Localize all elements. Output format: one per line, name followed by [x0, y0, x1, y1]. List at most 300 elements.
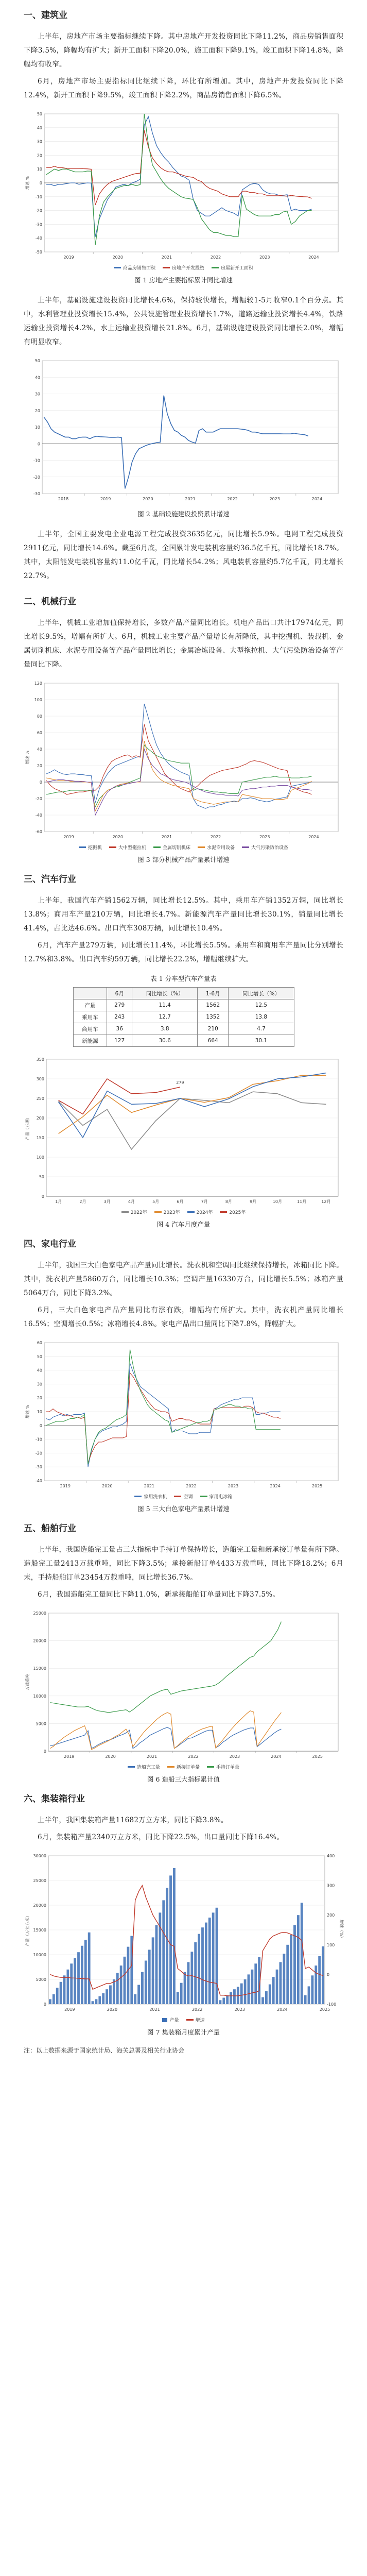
table-cell: 1352 — [198, 1011, 229, 1023]
x-tick-label: 2020 — [105, 1754, 116, 1759]
x-tick-label: 2020 — [112, 255, 123, 260]
y-tick-label: 40 — [37, 747, 42, 752]
y-tick-label: 120 — [34, 681, 42, 686]
legend-label: 增速 — [195, 2018, 205, 2023]
y-tick-label: -20 — [35, 796, 42, 801]
bar — [152, 1937, 154, 2004]
y-tick-label: 10 — [37, 1410, 42, 1414]
y-tick-label: 10000 — [33, 1693, 46, 1699]
y2-tick-label: 100 — [327, 1942, 335, 1947]
y-tick-label: 250 — [36, 1096, 44, 1101]
table-cell: 30.1 — [229, 1035, 294, 1047]
x-tick-label: 10月 — [272, 1199, 282, 1204]
y-tick-label: 5000 — [36, 1721, 46, 1726]
legend-item — [167, 1764, 200, 1770]
table-cell: 664 — [198, 1035, 229, 1047]
x-tick-label: 3月 — [103, 1199, 111, 1204]
legend-item — [242, 844, 288, 851]
series-line — [46, 116, 312, 236]
x-tick-label: 2022 — [210, 255, 221, 260]
legend-label: 2023年 — [163, 1210, 180, 1215]
table-cell: 30.6 — [132, 1035, 198, 1047]
bar — [286, 1945, 289, 2004]
table-cell: 13.8 — [229, 1011, 294, 1023]
y-tick-label: -30 — [35, 1465, 42, 1470]
table-cell: 11.4 — [132, 999, 198, 1011]
chart-legend — [24, 264, 343, 271]
figure-3 — [24, 678, 343, 864]
legend-swatch — [167, 1766, 174, 1768]
chart-fig7 — [24, 1851, 343, 2015]
x-tick-label: 9月 — [250, 1199, 257, 1204]
series-line — [44, 396, 308, 489]
series-line — [50, 1622, 281, 1713]
y-tick-label: 300 — [36, 1077, 44, 1081]
y-tick-label: 30000 — [33, 1854, 46, 1858]
bar — [187, 1962, 190, 2004]
bar — [169, 1875, 172, 2004]
legend-item — [186, 2016, 205, 2023]
bar — [60, 1982, 62, 2004]
bar — [279, 1962, 282, 2004]
y-tick-label: -10 — [33, 458, 40, 463]
bar — [124, 1957, 126, 2004]
bar — [293, 1925, 296, 2004]
y-tick-label: 25000 — [33, 1611, 46, 1616]
y-tick-label: 10000 — [33, 1953, 46, 1957]
legend-swatch — [207, 1766, 214, 1768]
bar — [318, 1956, 321, 2004]
table-cell: 210 — [198, 1023, 229, 1035]
legend-swatch — [198, 846, 205, 848]
table-cell: 12.7 — [132, 1011, 198, 1023]
legend-swatch — [79, 846, 86, 848]
y-axis-label: 产量（万立方米） — [25, 1913, 30, 1946]
figure-caption: 图 7 集装箱月度累计产量 — [147, 2028, 220, 2036]
y-tick-label: 50 — [39, 1175, 44, 1179]
legend-swatch — [220, 1211, 227, 1213]
bar — [92, 2001, 94, 2004]
x-tick-label: 2023 — [229, 1754, 240, 1759]
table-cell: 1562 — [198, 999, 229, 1011]
y-tick-label: -10 — [35, 194, 42, 199]
y-tick-label: 100 — [36, 1155, 44, 1160]
table-cell: 127 — [107, 1035, 132, 1047]
series-line — [46, 745, 312, 807]
chart-container — [24, 109, 343, 271]
legend-swatch — [121, 1211, 129, 1213]
chart-legend — [24, 2016, 343, 2023]
bar — [230, 1992, 232, 2004]
y-tick-label: 30 — [37, 139, 42, 144]
chart-fig1 — [24, 109, 343, 263]
x-tick-label: 2020 — [143, 497, 153, 501]
y-tick-label: -10 — [35, 1437, 42, 1442]
bar — [109, 1986, 112, 2004]
legend-item — [79, 844, 102, 851]
bar — [272, 1977, 275, 2004]
plot-frame — [46, 1059, 338, 1196]
bar — [301, 1903, 303, 2004]
bar — [240, 1984, 243, 2004]
bar — [226, 1995, 229, 2004]
chart-legend — [24, 1209, 343, 1215]
bar — [276, 1970, 278, 2004]
chart-container — [24, 1851, 343, 2023]
bar — [53, 1994, 55, 2004]
legend-item — [121, 1209, 147, 1215]
section-title-machinery: 二、机械行业 — [24, 597, 76, 607]
y-tick-label: 20 — [34, 408, 40, 413]
bar — [233, 1989, 236, 2004]
legend-item — [200, 1493, 233, 1500]
bar — [155, 1925, 158, 2004]
chart-legend — [24, 844, 343, 851]
legend-item — [187, 1209, 213, 1215]
y-tick-label: 20 — [37, 153, 42, 158]
y2-axis-label: 增速（%） — [339, 1920, 344, 1940]
legend-item — [109, 844, 146, 851]
legend-label: 2022年 — [130, 1210, 147, 1215]
x-tick-label: 5月 — [152, 1199, 160, 1204]
legend-swatch — [154, 1211, 162, 1213]
table-cell: 12.5 — [229, 999, 294, 1011]
table-row — [73, 1023, 294, 1035]
y-tick-label: 50 — [37, 112, 42, 116]
bar — [102, 1993, 104, 2004]
y-tick-label: -40 — [35, 813, 42, 818]
figure-caption: 图 4 汽车月度产量 — [156, 1221, 211, 1228]
y-axis-label: 增速 % — [25, 750, 30, 765]
paragraph: 上半年，全国主要发电企业电源工程完成投资3635亿元，同比增长5.9%。电网工程完成投资2911亿元，同比增长14.6%。截至6月底，全国累计发电装机容量约36.5亿千瓦，同比增长18.7%。其中，太阳能发电装机容量约11.0亿千瓦，同比增长54.2%；风电装机容量约5.7亿千瓦，同比增长22.7%。 — [24, 530, 343, 580]
x-tick-label: 4月 — [128, 1199, 135, 1204]
legend-label: 家用电冰箱 — [209, 1495, 233, 1500]
paragraph: 上半年，房地产市场主要指标继续下降。其中房地产开发投资同比下降11.2%，商品房销售面积下降3.5%，降幅均有扩大；新开工面积下降20.0%，施工面积下降9.1%，竣工面积下降14.8%，降幅均有收窄。 — [24, 32, 343, 69]
paragraph: 上半年，我国造船完工量占三大指标中手持订单保持增长，造船完工量和新承接订单量有所下降。造船完工量2413万载重吨，同比下降3.5%；承接新船订单4433万载重吨，同比下降18.2%；6月末，手持船舶订单23454万载重吨，同比增长36.7%。 — [24, 1546, 343, 1582]
bar — [84, 1940, 87, 2004]
series-line — [59, 1079, 180, 1114]
y-tick-label: -30 — [33, 492, 40, 496]
x-tick-label: 2024 — [308, 255, 319, 260]
x-tick-label: 2018 — [58, 497, 69, 501]
bar — [177, 1992, 179, 2004]
paragraph: 6月，汽车产量279万辆，同比增长11.4%，环比增长5.5%。乘用车和商用车产量同比分别增长12.7%和3.8%。出口汽车约59万辆，同比增长22.2%，增幅继续扩大。 — [24, 941, 343, 963]
figure-2 — [24, 355, 343, 518]
legend-swatch — [242, 846, 249, 848]
series-line — [59, 1073, 326, 1138]
bar — [283, 1954, 285, 2004]
y-tick-label: 10 — [37, 167, 42, 172]
bar — [216, 1908, 218, 2004]
y-tick-label: 20000 — [33, 1903, 46, 1908]
x-tick-label: 2024 — [308, 835, 319, 839]
table-cell: 279 — [107, 999, 132, 1011]
table-cell: 243 — [107, 1011, 132, 1023]
y-tick-label: 100 — [34, 698, 42, 702]
y-axis-label: 增速 % — [25, 1404, 30, 1419]
series-line — [50, 1711, 281, 1750]
legend-label: 房地产开发投资 — [171, 266, 204, 271]
bar — [127, 1947, 129, 2004]
figure-caption: 图 1 房地产主要指标累计同比增速 — [134, 276, 233, 284]
paragraph: 6月，三大白色家电产品产量同比有涨有跌，增幅均有所扩大。其中，洗衣机产量同比增长16.5%；空调增长0.5%；冰箱增长4.8%。家电产品出口量同比下降7.8%，降幅扩大。 — [24, 1306, 343, 1328]
figure-caption: 图 2 基础设施建设投资累计增速 — [137, 510, 230, 518]
x-tick-label: 1月 — [55, 1199, 62, 1204]
table-header-cell: 同比增长（%） — [132, 988, 198, 999]
vehicle-production-table — [73, 987, 294, 1047]
x-tick-label: 12月 — [321, 1199, 331, 1204]
legend-swatch — [134, 1496, 142, 1497]
x-tick-label: 7月 — [201, 1199, 208, 1204]
legend-item — [212, 264, 253, 271]
y-tick-label: 15000 — [33, 1928, 46, 1933]
legend-swatch — [187, 1211, 195, 1213]
bar — [205, 1923, 207, 2004]
legend-swatch — [163, 267, 170, 268]
figure-caption: 图 6 造船三大指标累计值 — [147, 1775, 220, 1783]
bar — [248, 1974, 250, 2004]
legend-swatch — [162, 2018, 167, 2022]
legend-swatch — [212, 267, 219, 268]
bar — [106, 1989, 108, 2004]
legend-swatch — [128, 1766, 135, 1768]
y-tick-label: 0 — [39, 780, 42, 785]
legend-label: 空调 — [183, 1495, 193, 1500]
bar — [184, 1972, 186, 2004]
x-tick-label: 2022 — [186, 1484, 197, 1488]
y2-tick-label: -100 — [327, 2002, 337, 2007]
x-tick-label: 2024 — [277, 2007, 288, 2012]
x-tick-label: 2025 — [312, 1484, 323, 1488]
x-tick-label: 2023 — [269, 497, 280, 501]
bar — [141, 1972, 144, 2004]
x-tick-label: 2024 — [270, 1484, 281, 1488]
bar — [137, 1985, 140, 2004]
paragraph: 6月，我国造船完工量同比下降11.0%，新承接船舶订单量同比下降37.5%。 — [38, 1590, 280, 1599]
x-tick-label: 2023 — [228, 1484, 239, 1488]
x-tick-label: 2020 — [107, 2007, 118, 2012]
paragraph: 上半年，我国三大白色家电产品产量同比增长。洗衣机和空调同比继续保持增长，冰箱同比下降。其中，洗衣机产量5860万台，同比增长10.3%；空调产量16330万台，同比增长5.5%；冰箱产量5064万台，同比下降3.2%。 — [24, 1261, 343, 1297]
paragraph: 上半年，我国汽车产销1562万辆，同比增长12.5%。其中，乘用车产销1352万辆，同比增长13.8%；商用车产量210万辆，同比增长4.7%。新能源汽车产量同比增长30.1%，销量同比增长41.4%，占比达46.6%。出口汽车308万辆，同比增长10.4%。 — [24, 896, 343, 933]
x-tick-label: 2月 — [79, 1199, 86, 1204]
legend-label: 大中型拖拉机 — [118, 845, 146, 851]
x-tick-label: 2022 — [188, 1754, 199, 1759]
series-line — [46, 114, 312, 245]
x-tick-label: 2025 — [312, 1754, 323, 1759]
chart-fig2 — [24, 355, 343, 505]
legend-label: 新接订单量 — [176, 1765, 200, 1770]
bar — [251, 1970, 253, 2004]
y-tick-label: 40 — [37, 125, 42, 130]
x-tick-label: 2023 — [259, 835, 270, 839]
section-container — [24, 1793, 343, 2037]
paragraph: 上半年，基础设施建设投资同比增长4.6%，保持较快增长，增幅较1-5月收窄0.1个百分点。其中，水利管理业投资增长15.4%，公共设施管理业投资增长1.7%，道路运输业投资增长4.4%，铁路运输业投资增长4.2%，水上运输业投资增长21.8%。6月，基础设施建设投资同比增长2.0%，增幅有明显收窄。 — [24, 296, 343, 346]
y2-tick-label: 400 — [327, 1854, 335, 1858]
y2-tick-label: 300 — [327, 1883, 335, 1888]
table-header-cell: 1-6月 — [198, 988, 229, 999]
bar — [261, 1997, 264, 2004]
section-appliance — [24, 1238, 343, 1513]
legend-item — [154, 1209, 180, 1215]
legend-label: 2024年 — [196, 1210, 213, 1215]
y-tick-label: 20 — [37, 764, 42, 768]
x-tick-label: 2021 — [144, 1484, 155, 1488]
y-tick-label: 50 — [37, 1354, 42, 1359]
bar — [290, 1935, 292, 2004]
bar — [134, 1994, 136, 2004]
legend-label: 房屋新开工面积 — [221, 266, 254, 271]
y-tick-label: 0 — [39, 1423, 42, 1428]
bar — [201, 1927, 204, 2004]
section-title-auto: 三、汽车行业 — [24, 874, 76, 885]
bar — [173, 1868, 176, 2004]
legend-swatch — [186, 2019, 194, 2021]
bar — [162, 1900, 165, 2004]
y-tick-label: -20 — [35, 1451, 42, 1456]
table-cell: 36 — [107, 1023, 132, 1035]
plot-frame — [48, 1613, 338, 1751]
y-tick-label: 30 — [37, 1382, 42, 1387]
bar — [304, 1995, 307, 2004]
bar — [113, 1979, 115, 2004]
y-axis-label: 产量（万辆） — [25, 1115, 30, 1140]
y-tick-label: 150 — [36, 1136, 44, 1140]
y-tick-label: 50 — [34, 359, 40, 363]
legend-swatch — [174, 1496, 181, 1497]
legend-swatch — [114, 267, 121, 268]
y-tick-label: 200 — [36, 1116, 44, 1121]
legend-label: 2025年 — [229, 1210, 246, 1215]
series-line — [50, 1727, 281, 1749]
table-header-row — [73, 988, 294, 999]
bar — [120, 1965, 123, 2004]
series-line — [46, 1363, 280, 1467]
bar — [116, 1973, 119, 2004]
y-tick-label: -30 — [35, 222, 42, 227]
legend-swatch — [109, 846, 116, 848]
x-tick-label: 2021 — [185, 497, 196, 501]
bar — [56, 1988, 59, 2004]
bar — [222, 1998, 225, 2004]
bar — [88, 1933, 91, 2004]
bar — [98, 1996, 101, 2004]
bar — [314, 1965, 317, 2004]
legend-item — [114, 264, 155, 271]
y-tick-label: -60 — [35, 829, 42, 834]
bar — [208, 1918, 211, 2004]
bar — [70, 1963, 73, 2004]
x-tick-label: 2022 — [210, 835, 221, 839]
y2-tick-label: 0 — [327, 1972, 330, 1977]
legend-label: 产量 — [169, 2018, 179, 2023]
legend-item — [134, 1493, 167, 1500]
bar — [219, 2000, 221, 2004]
legend-item — [220, 1209, 246, 1215]
x-tick-label: 2019 — [64, 2007, 75, 2012]
y-axis-label: 万载重吨 — [25, 1674, 30, 1690]
x-tick-label: 2022 — [227, 497, 238, 501]
y-tick-label: 0 — [39, 181, 42, 185]
chart-fig6 — [24, 1608, 343, 1762]
table-body — [73, 999, 294, 1047]
section-auto — [24, 873, 343, 1229]
table-cell: 新能源 — [73, 1035, 107, 1047]
series-line — [46, 724, 312, 794]
section-title-container: 六、集装箱行业 — [24, 1794, 85, 1804]
y-tick-label: -20 — [33, 474, 40, 480]
section-machinery — [24, 596, 343, 864]
bar — [244, 1979, 247, 2004]
section-title-appliance: 四、家电行业 — [24, 1239, 76, 1249]
x-tick-label: 2024 — [271, 1754, 282, 1759]
bar — [145, 1961, 147, 2004]
section-construction — [24, 9, 343, 583]
x-tick-label: 2021 — [146, 1754, 158, 1759]
bar — [66, 1970, 69, 2004]
x-tick-label: 2023 — [234, 2007, 245, 2012]
x-tick-label: 2019 — [63, 255, 74, 260]
chart-container — [24, 1053, 343, 1215]
series-line — [46, 704, 312, 808]
chart-container — [24, 678, 343, 851]
table-row — [73, 1035, 294, 1047]
y2-tick-label: 200 — [327, 1913, 335, 1918]
bar — [63, 1975, 66, 2004]
section-shipbuilding — [24, 1522, 343, 1784]
y-tick-label: 350 — [36, 1057, 44, 1062]
y-tick-label: 15000 — [33, 1666, 46, 1671]
table-cell: 乘用车 — [73, 1011, 107, 1023]
x-tick-label: 2021 — [149, 2007, 160, 2012]
figure-caption: 图 5 三大白色家电产量累计增速 — [137, 1505, 230, 1513]
bar — [308, 1986, 310, 2004]
bar — [198, 1934, 200, 2004]
paragraph: 上半年，机械工业增加值保持增长，多数产品产量同比增长。机电产品出口共计17974亿元，同比增长9.5%，增幅有所扩大。6月，机械工业主要产品产量增长有所降低，其中挖掘机、装载机、金属切削机床、水泥专用设备等产品产量同比增长；金属冶炼设备、大型拖拉机、大气污染防治设备等产量同比下降。 — [24, 619, 343, 669]
legend-item — [153, 844, 190, 851]
legend-item — [162, 2016, 179, 2023]
chart-container — [24, 1337, 343, 1500]
chart-container — [24, 1608, 343, 1770]
y-tick-label: 0 — [37, 442, 40, 447]
bar — [212, 1912, 215, 2004]
figure-caption: 图 3 部分机械产品产量累计增速 — [137, 856, 230, 863]
x-tick-label: 11月 — [297, 1199, 307, 1204]
legend-label: 挖掘机 — [88, 845, 102, 851]
x-tick-label: 2019 — [64, 1754, 75, 1759]
section-title-construction: 一、建筑业 — [24, 10, 67, 21]
x-tick-label: 2021 — [161, 835, 172, 839]
figure-7 — [24, 1851, 343, 2037]
table-header-cell: 同比增长（%） — [229, 988, 294, 999]
y-tick-label: 30 — [34, 392, 40, 397]
x-tick-label: 2020 — [102, 1484, 113, 1488]
bar — [311, 1975, 313, 2004]
chart-legend — [24, 1764, 343, 1770]
paragraph: 6月，房地产市场主要指标同比继续下降，环比有所增加。其中，房地产开发投资同比下降12.4%，新开工面积下降9.5%，竣工面积下降2.2%，商品房销售面积下降6.5%。 — [24, 77, 343, 99]
footer-note: 注：以上数据来源于国家统计局、海关总署及相关行业协会 — [24, 2047, 185, 2054]
legend-swatch — [153, 846, 161, 848]
x-tick-label: 2019 — [63, 835, 74, 839]
bar — [166, 1888, 168, 2004]
paragraph: 上半年，我国集装箱产量11682万立方米，同比下降3.8%。 — [38, 1816, 228, 1824]
table-header-cell — [73, 988, 107, 999]
figure-6 — [24, 1608, 343, 1784]
bar — [265, 1991, 268, 2004]
legend-item — [174, 1493, 193, 1500]
chart-fig5 — [24, 1337, 343, 1492]
paragraph: 6月，集装箱产量2340万立方米，同比下降22.5%，出口量同比下降16.4%。 — [38, 1833, 284, 1841]
table-cell: 产量 — [73, 999, 107, 1011]
